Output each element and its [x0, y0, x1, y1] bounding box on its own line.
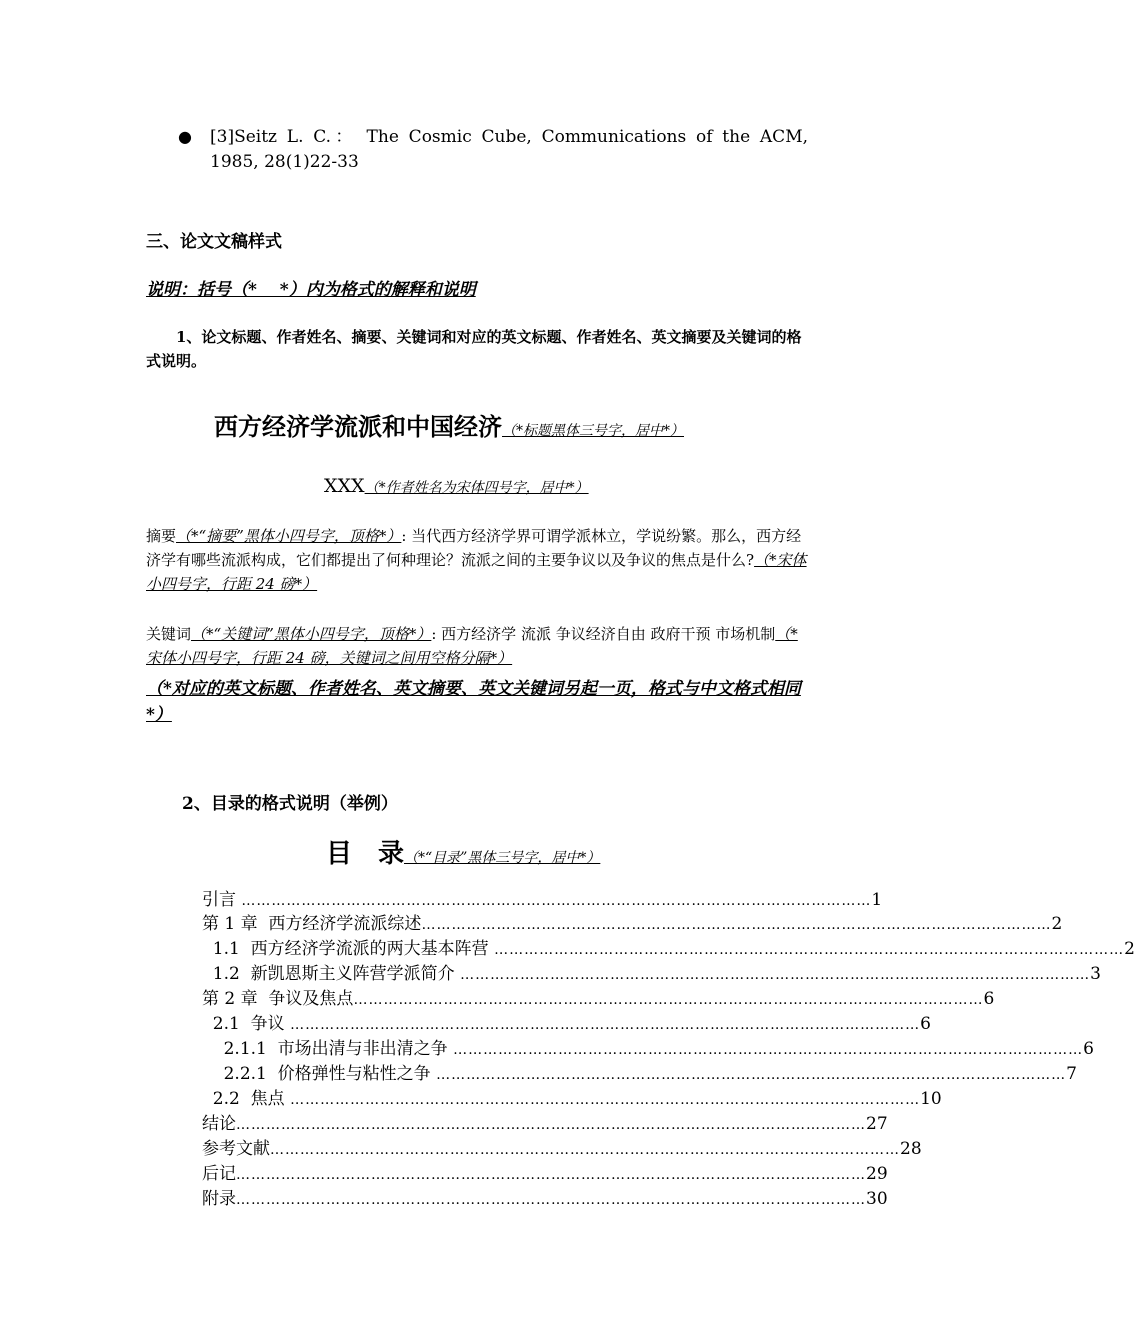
toc-entry-title: 引言 — [202, 890, 242, 910]
toc-entry-page: 3 — [1090, 964, 1101, 984]
reference-entry: [3]Seitz L. C.： The Cosmic Cube, Communications of the ACM, 1985, 28(1)22-33 — [210, 127, 808, 172]
toc-entry-page: 27 — [866, 1114, 888, 1134]
toc-entry-title: 后记 — [202, 1164, 236, 1184]
toc-entry-title: 参考文献 — [202, 1139, 270, 1159]
toc-dots: ……………………………………………………………………………………………………………… — [270, 1142, 900, 1158]
keywords-text: : 西方经济学 流派 争议经济自由 政府干预 市场机制 — [431, 625, 776, 643]
toc-entry — [202, 1187, 888, 1212]
format-note: 说明：括号（* *）内为格式的解释和说明 — [146, 280, 476, 300]
toc-dots: ……………………………………………………………………………………………………………… — [460, 967, 1091, 983]
keywords-label-note: （*“关键词”黑体小四号字，顶格*） — [191, 625, 432, 643]
toc-entry-title: 2.2 焦点 — [202, 1089, 291, 1109]
toc-entry-title: 2.2.1 价格弹性与粘性之争 — [202, 1064, 437, 1084]
sample-keywords — [146, 622, 808, 670]
toc-entry — [202, 987, 995, 1012]
sample-author: XXX — [324, 475, 365, 497]
sample-author-note: （*作者姓名为宋体四号字，居中*） — [364, 480, 589, 496]
toc-dots: ……………………………………………………………………………………………………………… — [236, 1192, 866, 1208]
toc-dots: ……………………………………………………………………………………………………………… — [494, 942, 1125, 958]
toc-entry — [202, 1037, 1094, 1062]
item2-heading: 2、目录的格式说明（举例） — [182, 794, 398, 814]
sample-author-line — [324, 475, 589, 497]
toc-entry-page: 6 — [920, 1014, 931, 1034]
abstract-note: （*宋体小四号字，行距 24 磅*） — [146, 551, 807, 593]
sample-title-note: （*标题黑体三号字，居中*） — [502, 423, 684, 439]
toc-entry-page: 2 — [1124, 939, 1135, 959]
toc-entry-page: 7 — [1066, 1064, 1077, 1084]
toc-entry — [202, 912, 1063, 937]
toc-heading-note: （*“目录”黑体三号字，居中*） — [404, 850, 601, 866]
toc-entry-title: 1.1 西方经济学流派的两大基本阵营 — [202, 939, 495, 959]
toc-entry-page: 29 — [866, 1164, 888, 1184]
sample-title: 西方经济学流派和中国经济 — [214, 413, 502, 441]
toc-entry — [202, 1062, 1077, 1087]
toc-heading-line — [326, 833, 600, 870]
abstract-text: : 当代西方经济学界可谓学派林立，学说纷繁。那么，西方经济学有哪些流派构成，它们都提出了何种理论？流派之间的主要争议以及争议的焦点是什么? — [146, 527, 802, 569]
bullet-icon: ● — [178, 127, 192, 146]
toc-entry — [202, 1087, 942, 1112]
section-heading: 三、论文文稿样式 — [146, 232, 282, 252]
toc-entry — [202, 962, 1101, 987]
sample-abstract — [146, 524, 808, 596]
toc-entry-title: 1.2 新凯恩斯主义阵营学派简介 — [202, 964, 461, 984]
english-note: （*对应的英文标题、作者姓名、英文摘要、英文关键词另起一页，格式与中文格式相同*） — [146, 679, 801, 725]
toc-dots: ……………………………………………………………………………………………………………… — [421, 917, 1052, 933]
toc-entry — [202, 937, 1135, 962]
toc-entry-title: 附录 — [202, 1189, 236, 1209]
toc-entry-page: 10 — [920, 1089, 942, 1109]
toc-entry — [202, 1012, 931, 1037]
keywords-label: 关键词 — [146, 625, 192, 643]
toc-entry — [202, 1162, 888, 1187]
toc-dots: ……………………………………………………………………………………………………………… — [241, 893, 872, 909]
toc-dots: ……………………………………………………………………………………………………………… — [236, 1117, 866, 1133]
toc-entry — [202, 1112, 888, 1137]
toc-dots: ……………………………………………………………………………………………………………… — [236, 1167, 866, 1183]
item1-paragraph: 1、论文标题、作者姓名、摘要、关键词和对应的英文标题、作者姓名、英文摘要及关键词的格式说明。 — [146, 328, 802, 370]
toc-dots: ……………………………………………………………………………………………………………… — [436, 1067, 1067, 1083]
toc-entry-page: 30 — [866, 1189, 888, 1209]
toc-entry-page: 6 — [1083, 1039, 1094, 1059]
abstract-label: 摘要 — [146, 527, 177, 545]
toc-entry-title: 结论 — [202, 1114, 236, 1134]
toc-entry-page: 2 — [1051, 914, 1063, 934]
toc-entry-page: 6 — [983, 989, 995, 1009]
toc-entry — [202, 1137, 922, 1162]
toc-entry-page: 1 — [871, 890, 883, 910]
toc-entry-title: 2.1.1 市场出清与非出清之争 — [202, 1039, 454, 1059]
toc-dots: ……………………………………………………………………………………………………………… — [453, 1042, 1084, 1058]
toc-entry-title: 第 1 章 西方经济学流派综述 — [202, 914, 422, 934]
toc-entry-title: 第 2 章 争议及焦点 — [202, 989, 354, 1009]
toc-entry-title: 2.1 争议 — [202, 1014, 291, 1034]
toc-dots: ……………………………………………………………………………………………………………… — [290, 1092, 921, 1108]
toc-dots: ……………………………………………………………………………………………………………… — [290, 1017, 921, 1033]
toc-entry-page: 28 — [900, 1139, 922, 1159]
toc-heading: 目 录 — [326, 839, 405, 869]
toc-dots: ……………………………………………………………………………………………………………… — [353, 992, 984, 1008]
abstract-label-note: （*“摘要”黑体小四号字，顶格*） — [176, 527, 402, 545]
toc-entry — [202, 888, 883, 913]
sample-title-line — [214, 407, 684, 442]
keywords-note: （*宋体小四号字，行距 24 磅，关键词之间用空格分隔*） — [146, 625, 798, 667]
